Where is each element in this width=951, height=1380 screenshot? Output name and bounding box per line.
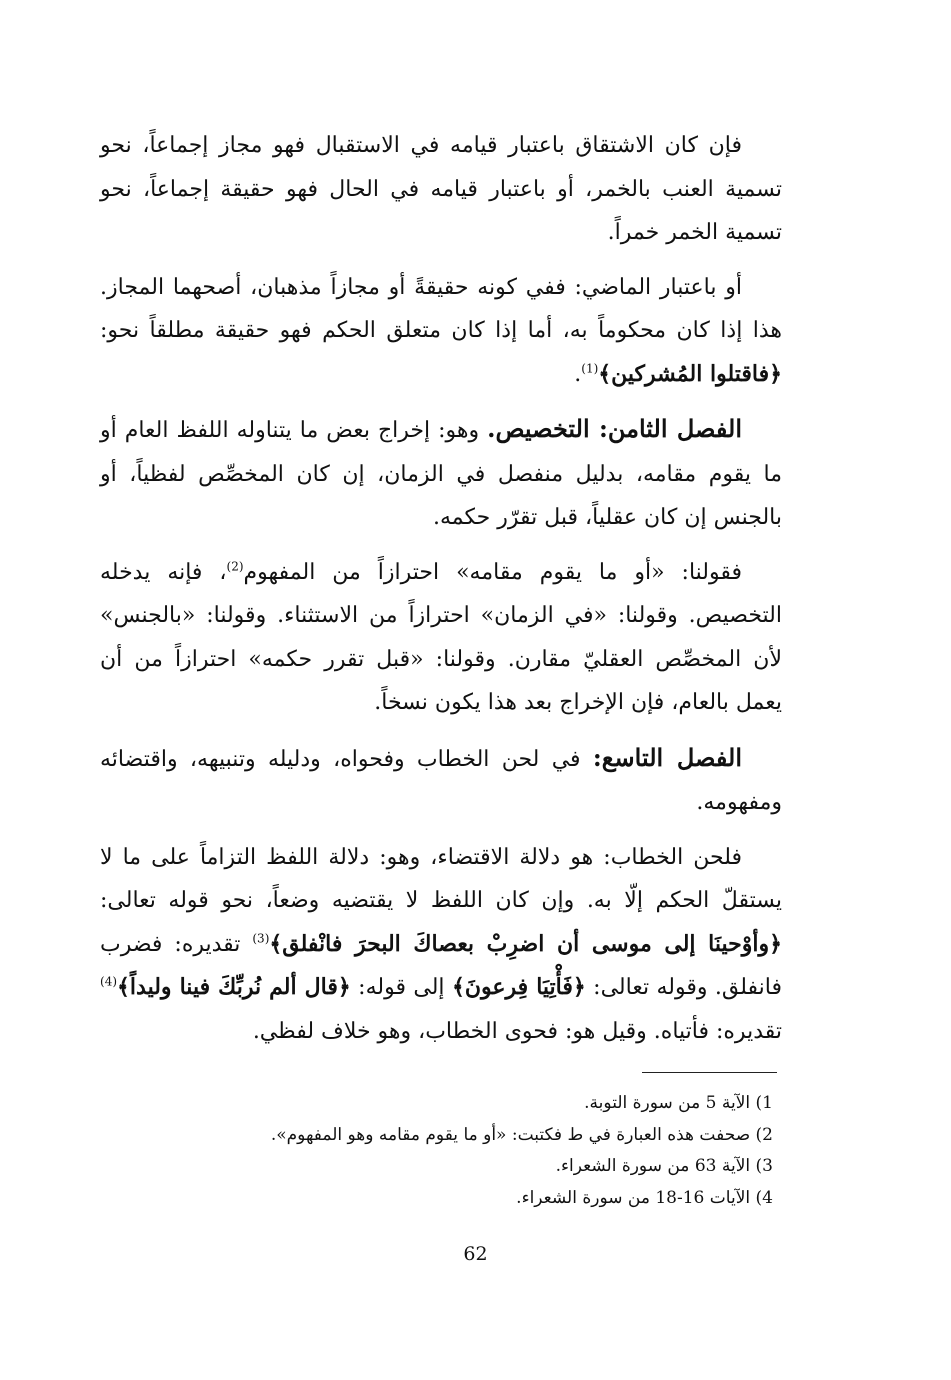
footnote-2 [100, 1120, 773, 1152]
paragraph-5 [100, 736, 782, 825]
footnote-ref-2[interactable]: (2) [226, 559, 244, 574]
footnote-number: 4) [755, 1187, 773, 1208]
paragraph-2 [100, 266, 782, 397]
paragraph-4-text-b: ، فإنه يدخله التخصيص. وقولنا: «في الزمان» احترازاً من الاستثناء. وقولنا: «بالجنس» لأن المخصِّص العقليّ مقارن. وقولنا: «قبل تقرر حكمه» احترازاً من أن يعمل بالعام، فإن الإخراج بعد هذا يكون نسخاً. [100, 559, 782, 715]
footnote-separator [642, 1072, 777, 1073]
quran-quote: ﴿فَأْتِيَا فِرعونَ﴾ [451, 974, 586, 1000]
paragraph-3 [100, 407, 782, 540]
footnote-number: 3) [755, 1156, 773, 1176]
main-text [100, 124, 782, 1064]
footnote-number: 2) [755, 1124, 773, 1145]
paragraph-2-end: . [574, 361, 582, 387]
paragraph-4-text-a: فقولنا: «أو ما يقوم مقامه» احترازاً من المفهوم [243, 559, 743, 585]
paragraph-6-text-c: إلى قوله: [350, 975, 452, 1000]
paragraph-6-text-a: فلحن الخطاب: هو دلالة الاقتضاء، وهو: دلالة اللفظ التزاماً على ما لا يستقلّ الحكم إلّا به. وإن كان اللفظ لا يقتضيه وضعاً، نحو قوله تعالى: [100, 844, 782, 913]
footnote-ref-4[interactable]: (4) [100, 974, 118, 989]
footnote-4 [100, 1183, 773, 1215]
quran-quote: ﴿وأوْحينَا إلى موسى أن اضرِبْ بعصاكَ البحرَ فانْفلق﴾ [269, 930, 782, 957]
paragraph-1-text: فإن كان الاشتقاق باعتبار قيامه في الاستقبال فهو مجاز إجماعاً، نحو تسمية العنب بالخمر، أو باعتبار قيامه في الحال فهو حقيقة إجماعاً، نحو تسمية الخمر خمراً. [100, 133, 782, 245]
quran-quote: ﴿قال ألم نُربِّكَ فينا وليداً﴾ [117, 974, 351, 1000]
footnote-ref-1[interactable]: (1) [581, 361, 599, 376]
footnote-number: 1) [755, 1093, 773, 1113]
section-heading-9: الفصل التاسع: [592, 742, 742, 772]
page-number: 62 [463, 1243, 488, 1265]
footnote-text: الآية 63 من سورة الشعراء. [555, 1156, 751, 1176]
footnotes [100, 1088, 773, 1214]
section-heading-8: الفصل الثامن: التخصيص. [487, 414, 742, 443]
paragraph-1 [100, 124, 782, 255]
quran-quote: ﴿فاقتلوا المُشركين﴾ [598, 360, 782, 387]
footnote-ref-3[interactable]: (3) [252, 931, 270, 946]
footnote-1 [100, 1088, 773, 1120]
paragraph-6-text-d: تقديره: فأتياه. وقيل هو: فحوى الخطاب، وهو خلاف لفظي. [252, 1018, 782, 1044]
paragraph-2-text: أو باعتبار الماضي: ففي كونه حقيقةً أو مجازاً مذهبان، أصحهما المجاز. هذا إذا كان محكوماً به، أما إذا كان متعلق الحكم فهو حقيقة مطلقاً نحو: [100, 274, 782, 343]
footnote-text: صحفت هذه العبارة في ط فكتبت: «أو ما يقوم مقامه وهو المفهوم». [270, 1124, 751, 1145]
footnote-text: الآيات 16-18 من سورة الشعراء. [516, 1187, 751, 1208]
footnote-text: الآية 5 من سورة التوبة. [584, 1093, 751, 1113]
paragraph-6-text-b: تقديره: فضرب فانفلق. وقوله تعالى: [100, 931, 782, 1000]
footnote-3 [100, 1151, 773, 1183]
paragraph-3-text: وهو: إخراج بعض ما يتناوله اللفظ العام أو ما يقوم مقامه، بدليل منفصل في الزمان، إن كان المخصِّص لفظياً، أو بالجنس إن كان عقلياً، قبل تقرّر حكمه. [100, 418, 782, 530]
paragraph-4 [100, 551, 782, 725]
paragraph-5-text: في لحن الخطاب وفحواه، ودليله وتنبيهه، واقتضائه ومفهومه. [100, 746, 782, 815]
paragraph-6 [100, 836, 782, 1054]
